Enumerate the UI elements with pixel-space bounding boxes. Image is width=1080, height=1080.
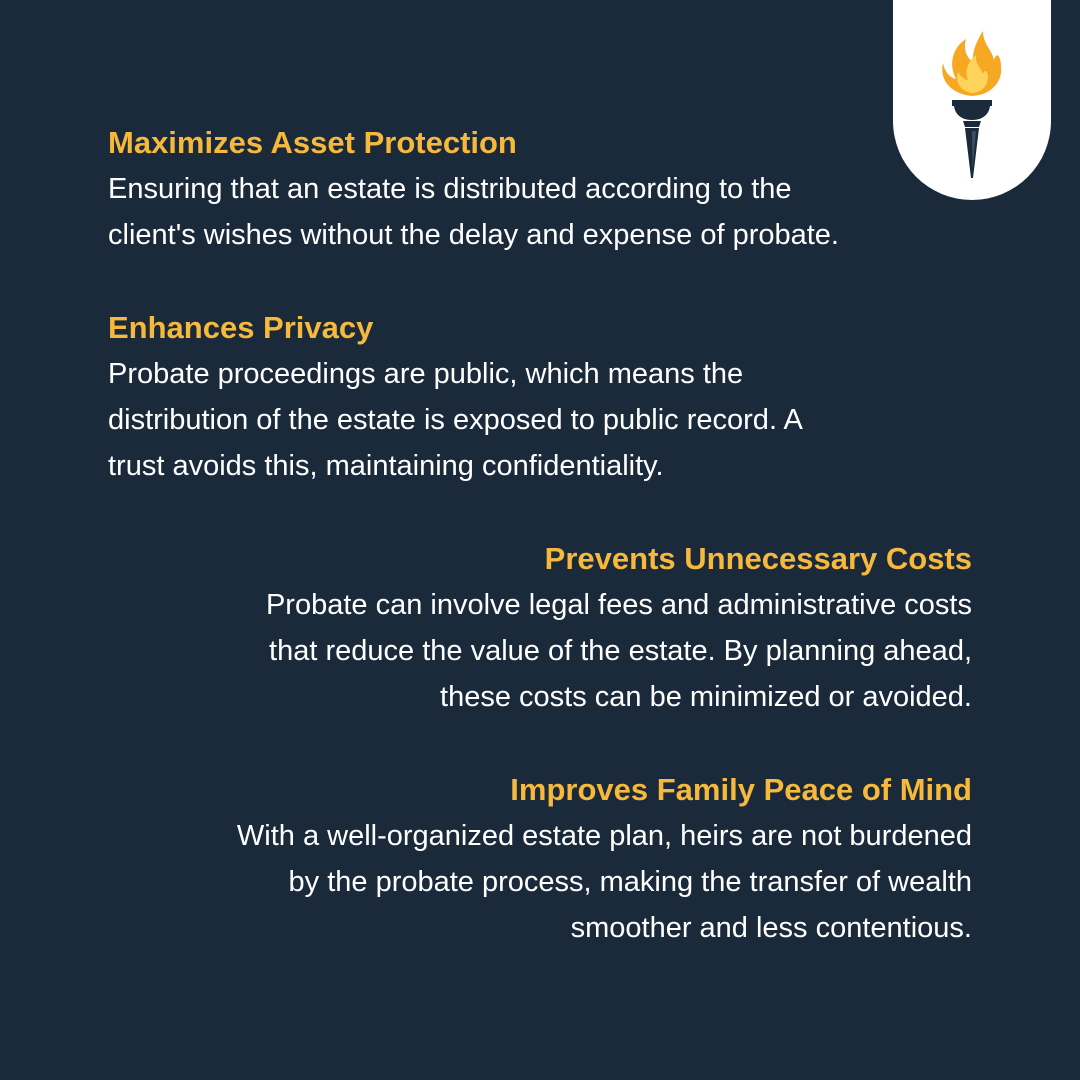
body-line: these costs can be minimized or avoided.: [440, 681, 972, 713]
section-body: [108, 166, 972, 258]
section-title: Improves Family Peace of Mind: [510, 772, 972, 807]
section-title: Enhances Privacy: [108, 310, 374, 345]
section-title: Maximizes Asset Protection: [108, 125, 517, 160]
body-line: With a well-organized estate plan, heirs are not burdened: [236, 820, 972, 852]
section-body: [108, 582, 972, 720]
torch-cup-rim: [952, 100, 992, 106]
section-peace-of-mind: [108, 767, 972, 951]
body-line: client's wishes without the delay and expense of probate.: [108, 219, 839, 251]
section-costs: [108, 536, 972, 720]
section-body: [108, 351, 972, 489]
body-line: by the probate process, making the transfer of wealth: [288, 866, 972, 898]
section-asset-protection: [108, 120, 972, 258]
section-body: [108, 813, 972, 951]
section-privacy: [108, 305, 972, 489]
body-line: Probate proceedings are public, which means the: [108, 358, 744, 390]
body-line: Ensuring that an estate is distributed according to the: [108, 173, 792, 205]
body-line: that reduce the value of the estate. By planning ahead,: [269, 635, 972, 667]
body-line: smoother and less contentious.: [570, 912, 972, 944]
section-title: Prevents Unnecessary Costs: [544, 541, 972, 576]
body-line: distribution of the estate is exposed to public record. A: [108, 404, 803, 436]
body-line: Probate can involve legal fees and administrative costs: [265, 589, 972, 621]
body-line: trust avoids this, maintaining confidentiality.: [108, 450, 664, 482]
torch-cup: [954, 106, 990, 120]
